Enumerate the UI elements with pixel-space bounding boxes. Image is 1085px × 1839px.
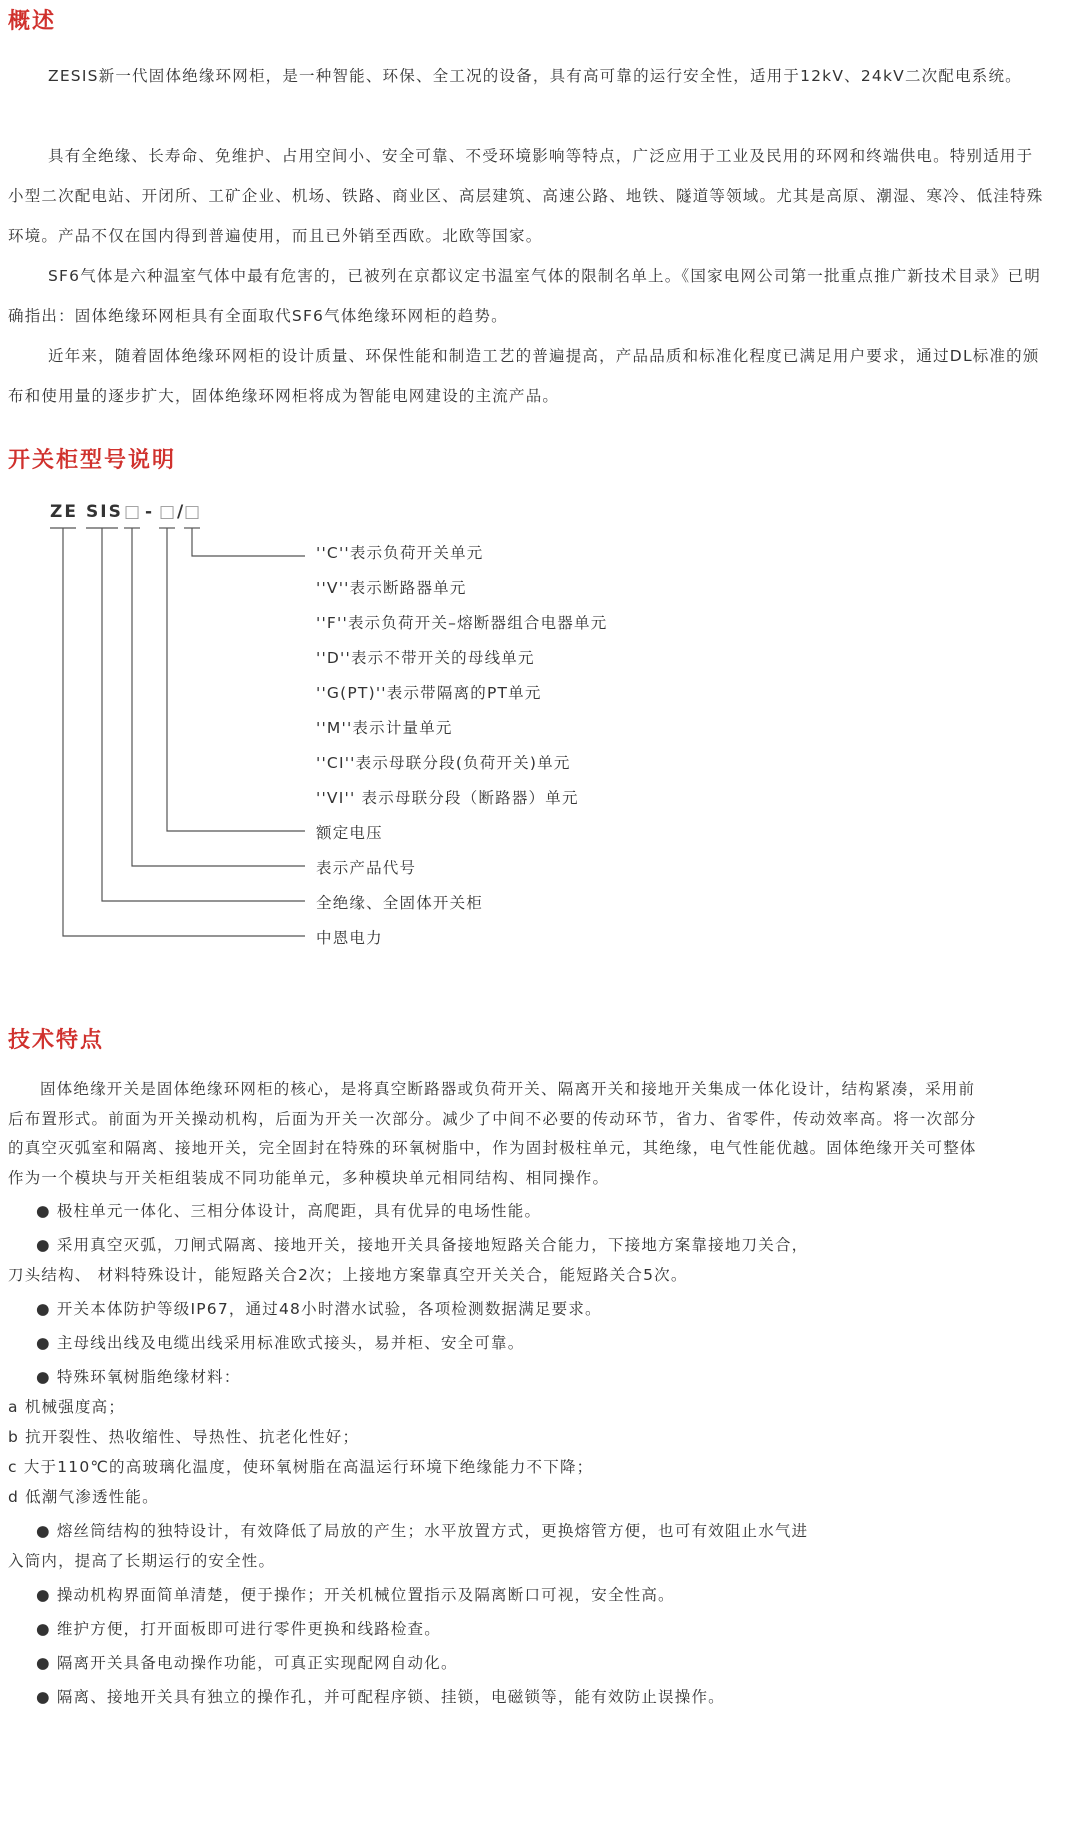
sub-item: c 大于110℃的高玻璃化温度，使环氧树脂在高温运行环境下绝缘能力不下降； xyxy=(8,1458,594,1476)
tech-heading: 技术特点 xyxy=(8,1028,105,1053)
unit-type-g: ''G(PT)''表示带隔离的PT单元 xyxy=(316,684,542,702)
unit-type-vi: ''VI'' 表示母联分段（断路器）单元 xyxy=(316,789,579,807)
code-ze: ZE xyxy=(50,502,78,522)
code-slash: / xyxy=(177,502,186,522)
bullet-item: ● 维护方便，打开面板即可进行零件更换和线路检查。 xyxy=(36,1620,441,1638)
tech-intro-line: 作为一个模块与开关柜组装成不同功能单元，多种模块单元相同结构、相同操作。 xyxy=(8,1168,610,1187)
model-heading: 开关柜型号说明 xyxy=(8,448,177,473)
overview-heading: 概述 xyxy=(8,9,57,34)
bullet-item: ● 极柱单元一体化、三相分体设计，高爬距，具有优异的电场性能。 xyxy=(36,1202,542,1220)
bullet-item: ● 特殊环氧树脂绝缘材料： xyxy=(36,1368,241,1386)
sub-item: d 低潮气渗透性能。 xyxy=(8,1488,159,1506)
overview-paragraph-3: SF6气体是六种温室气体中最有危害的，已被列在京都议定书温室气体的限制名单上。《国家电网公司第一批重点推广新技术目录》已明确指出：固体绝缘环网柜具有全面取代SF6气体绝缘环网柜的趋势。 xyxy=(8,267,1042,325)
tech-intro-line: 后布置形式。前面为开关操动机构，后面为开关一次部分。减少了中间不必要的传动环节，省力、省零件，传动效率高。将一次部分 xyxy=(8,1109,977,1128)
unit-type-c: ''C''表示负荷开关单元 xyxy=(316,544,484,562)
tech-intro-line: 固体绝缘开关是固体绝缘环网柜的核心，是将真空断路器或负荷开关、隔离开关和接地开关集成一体化设计，结构紧凑，采用前 xyxy=(40,1080,976,1098)
bullet-item: ● 隔离、接地开关具有独立的操作孔，并可配程序锁、挂锁，电磁锁等，能有效防止误操作。 xyxy=(36,1688,725,1706)
bullet-item: ● 熔丝筒结构的独特设计，有效降低了局放的产生；水平放置方式，更换熔管方便，也可有效阻止水气进 xyxy=(36,1522,809,1540)
tech-intro xyxy=(8,1075,1048,1193)
bullet-continuation: 入筒内，提高了长期运行的安全性。 xyxy=(8,1552,276,1570)
unit-type-f: ''F''表示负荷开关–熔断器组合电器单元 xyxy=(316,614,608,632)
full-insulation-label: 全绝缘、全固体开关柜 xyxy=(316,894,484,912)
unit-type-ci: ''CI''表示母联分段(负荷开关)单元 xyxy=(316,754,571,772)
overview-paragraph-4: 近年来，随着固体绝缘环网柜的设计质量、环保性能和制造工艺的普遍提高，产品品质和标准化程度已满足用户要求，通过DL标准的颁布和使用量的逐步扩大，固体绝缘环网柜将成为智能电网建设的主流产品。 xyxy=(8,347,1040,405)
overview-paragraph-1: ZESIS新一代固体绝缘环网柜，是一种智能、环保、全工况的设备，具有高可靠的运行安全性，适用于12kV、24kV二次配电系统。 xyxy=(48,67,1022,85)
rated-voltage-label: 额定电压 xyxy=(316,824,383,842)
sub-item: b 抗开裂性、热收缩性、导热性、抗老化性好； xyxy=(8,1428,360,1446)
bullet-item: ● 隔离开关具备电动操作功能，可真正实现配网自动化。 xyxy=(36,1654,458,1672)
bullet-item: ● 采用真空灭弧，刀闸式隔离、接地开关，接地开关具备接地短路关合能力，下接地方案靠接地刀关合， xyxy=(36,1236,809,1254)
bullet-item: ● 主母线出线及电缆出线采用标准欧式接头，易并柜、安全可靠。 xyxy=(36,1334,525,1352)
unit-type-v: ''V''表示断路器单元 xyxy=(316,579,467,597)
code-box-2: □ xyxy=(159,502,178,522)
tech-intro-line: 的真空灭弧室和隔离、接地开关，完全固封在特殊的环氧树脂中，作为固封极柱单元，其绝缘，电气性能优越。固体绝缘开关可整体 xyxy=(8,1139,977,1157)
code-box-1: □ xyxy=(124,502,143,522)
sub-item: a 机械强度高； xyxy=(8,1398,126,1416)
code-sis: SIS xyxy=(86,502,123,522)
overview-paragraph-2: 具有全绝缘、长寿命、免维护、占用空间小、安全可靠、不受环境影响等特点，广泛应用于工业及民用的环网和终端供电。特别适用于小型二次配电站、开闭所、工矿企业、机场、铁路、商业区、高层建筑、高速公路、地铁、隧道等领域。尤其是高原、潮湿、寒冷、低洼特殊环境。产品不仅在国内得到普遍使用，而且已外销至西欧。北欧等国家。 xyxy=(8,147,1044,245)
bullet-item: ● 操动机构界面简单清楚，便于操作；开关机械位置指示及隔离断口可视，安全性高。 xyxy=(36,1586,675,1604)
bullet-item: ● 开关本体防护等级IP67，通过48小时潜水试验，各项检测数据满足要求。 xyxy=(36,1300,602,1318)
code-dash: - xyxy=(145,502,155,522)
bullet-continuation: 刀头结构、 材料特殊设计，能短路关合2次；上接地方案靠真空开关关合，能短路关合5次。 xyxy=(8,1266,688,1284)
unit-type-d: ''D''表示不带开关的母线单元 xyxy=(316,649,535,667)
unit-type-m: ''M''表示计量单元 xyxy=(316,719,453,737)
company-label: 中恩电力 xyxy=(316,929,383,947)
product-code-label: 表示产品代号 xyxy=(316,859,417,877)
code-box-3: □ xyxy=(184,502,203,522)
